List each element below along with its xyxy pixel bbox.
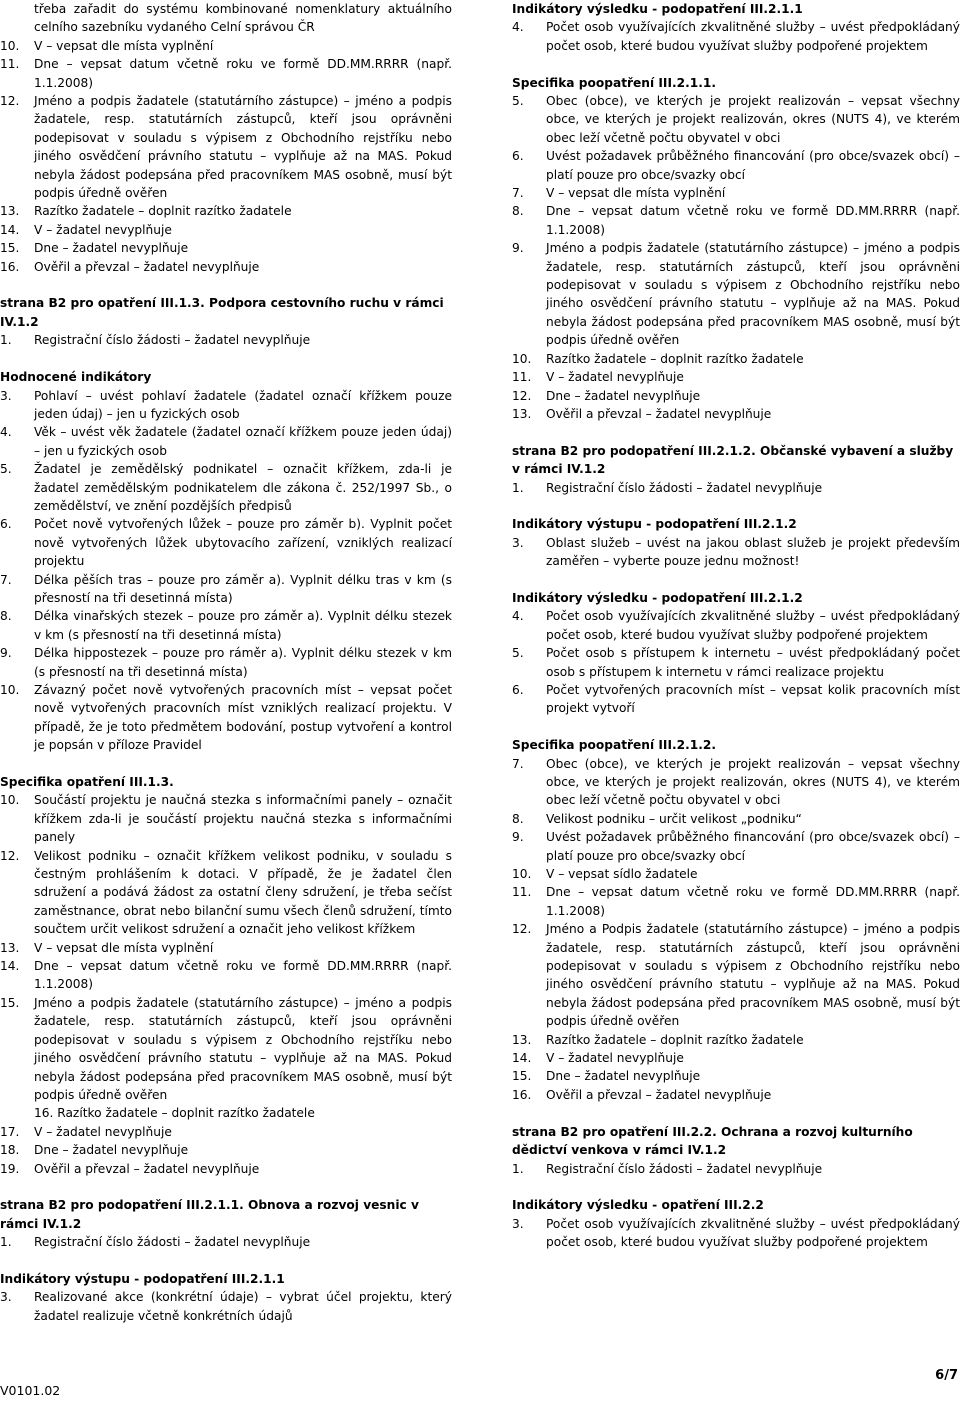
spacer	[512, 571, 960, 589]
item-number: 6.	[0, 517, 12, 532]
item-text: Ověřil a převzal – žadatel nevyplňuje	[34, 259, 260, 274]
item-number: 8.	[512, 204, 524, 219]
item-text: V – žadatel nevyplňuje	[34, 1124, 172, 1139]
item-number: 10.	[512, 351, 532, 366]
item-number: 18.	[0, 1143, 20, 1158]
item-text: Ověřil a převzal – žadatel nevyplňuje	[34, 1161, 260, 1176]
item-text: Počet vytvořených pracovních míst – vepsat kolik pracovních míst projekt vytvoří	[546, 682, 960, 716]
item-text: Dne – žadatel nevyplňuje	[34, 241, 189, 256]
list-item	[512, 405, 960, 423]
item-text: Velikost podniku – určit velikost „podniku“	[546, 811, 802, 826]
item-text: Realizované akce (konkrétní údaje) – vybrat účel projektu, který žadatel realizuje včetně konkrétních údajů	[34, 1290, 452, 1323]
spacer	[0, 755, 452, 773]
paragraph: 16. Razítko žadatele – doplnit razítko žadatele	[34, 1106, 315, 1121]
item-text: Razítko žadatele – doplnit razítko žadatele	[546, 1032, 804, 1047]
spacer	[512, 423, 960, 441]
item-text: V – vepsat dle místa vyplnění	[34, 38, 214, 53]
item-number: 12.	[512, 388, 532, 403]
list-item	[0, 423, 452, 460]
item-text: Počet osob využívajících zkvalitněné služby – uvést předpokládaný počet osob, které budou využívat služby podpořené projektem	[546, 1216, 960, 1250]
section-heading: Indikátory výsledku - podopatření III.2.1.2	[512, 590, 803, 605]
list-item	[0, 55, 452, 92]
list-item	[0, 607, 452, 644]
spacer	[512, 718, 960, 736]
item-text: Ověřil a převzal – žadatel nevyplňuje	[546, 1087, 772, 1102]
list-item	[0, 939, 452, 957]
section-heading: strana B2 pro podopatření III.2.1.1. Obnova a rozvoj vesnic v rámci IV.1.2	[0, 1198, 419, 1231]
list-item	[0, 92, 452, 202]
list-item	[512, 1215, 960, 1252]
list-item	[0, 37, 452, 55]
paragraph: třeba zařadit do systému kombinované nomenklatury aktuálního celního sazebníku vydaného Celní správou ČR	[34, 2, 452, 35]
item-text: Velikost podniku – označit křížkem velikost podniku, v souladu s čestným prohlášením k dotaci. V případě, že je žadatel člen sdružení a podává žádost za ostatní členy sdružení, je třeba sečíst zaměstnance, obrat nebo bilanční sumu všech členů sdružení, tímto součtem určit velikost sdružení a označit jeho velikost křížkem	[34, 848, 452, 937]
item-text: Uvést požadavek průběžného financování (pro obce/svazek obcí) – platí pouze pro obce/svazky obcí	[546, 149, 960, 182]
item-number: 1.	[0, 1235, 12, 1250]
item-text: V – žadatel nevyplňuje	[546, 1051, 684, 1066]
item-number: 7.	[512, 186, 524, 201]
list-item	[512, 368, 960, 386]
spacer	[0, 1252, 452, 1270]
list-item	[512, 350, 960, 368]
section-heading: strana B2 pro podopatření III.2.1.2. Občanské vybavení a služby v rámci IV.1.2	[512, 443, 954, 477]
item-text: Obec (obce), ve kterých je projekt realizován – vepsat všechny obce, ve kterých je projekt realizován, okres (NUTS 4), ve kterém obec leží včetně počtu obyvatel v obci	[546, 756, 960, 808]
item-number: 13.	[512, 1032, 532, 1047]
item-text: Jméno a podpis žadatele (statutárního zástupce) – jméno a podpis žadatele, resp. statutárních zástupců, kteří jsou oprávněni podepisovat v souladu s výpisem z Obchodního rejstříku nebo jiného osvědčení právního statutu – vyplňuje až na MAS. Pokud nebyla žádost podepsána před pracovníkem MAS osobně, musí být podpis úředně ověřen	[546, 241, 960, 348]
list-item	[0, 791, 452, 846]
item-number: 9.	[0, 646, 12, 661]
item-text: Počet nově vytvořených lůžek – pouze pro záměr b). Vyplnit počet nově vytvořených lůžek ubytovacího zařízení, vzniklých realizací projektu	[34, 517, 452, 569]
item-number: 14.	[0, 959, 20, 974]
section-heading: Hodnocené indikátory	[0, 370, 152, 385]
list-item	[512, 202, 960, 239]
item-text: Uvést požadavek průběžného financování (pro obce/svazek obcí) – platí pouze pro obce/svazky obcí	[546, 830, 960, 863]
list-item	[0, 681, 452, 755]
item-number: 15.	[512, 1069, 532, 1084]
list-item	[512, 883, 960, 920]
list-item	[512, 810, 960, 828]
list-item	[512, 1049, 960, 1067]
page-number: 6/7	[935, 1368, 958, 1383]
spacer	[512, 55, 960, 73]
item-number: 8.	[0, 609, 12, 624]
item-number: 4.	[0, 425, 12, 440]
list-item	[512, 184, 960, 202]
list-item	[512, 1086, 960, 1104]
list-item	[0, 1160, 452, 1178]
list-item	[0, 387, 452, 424]
version-label: V0101.02	[0, 1383, 61, 1398]
item-text: Počet osob využívajících zkvalitněné služby – uvést předpokládaný počet osob, které budou využívat služby podpořené projektem	[546, 609, 960, 642]
list-item	[0, 1288, 452, 1325]
item-text: Ověřil a převzal – žadatel nevyplňuje	[546, 406, 772, 421]
section-heading: Specifika poopatření III.2.1.2.	[512, 738, 716, 753]
list-item	[512, 920, 960, 1030]
list-item	[512, 644, 960, 681]
item-number: 11.	[512, 370, 532, 385]
list-item	[512, 1160, 960, 1178]
list-item	[0, 644, 452, 681]
item-text: Dne – žadatel nevyplňuje	[546, 1069, 701, 1084]
item-text: Jméno a podpis žadatele (statutárního zástupce) – jméno a podpis žadatele, resp. statutárních zástupců, kteří jsou oprávněni podepisovat v souladu s výpisem z Obchodního rejstříku nebo jiného osvědčení právního statutu – vyplňuje až na MAS. Pokud nebyla žádost podepsána před pracovníkem MAS osobně, musí být podpis úředně ověřen	[34, 94, 452, 201]
spacer	[0, 350, 452, 368]
item-number: 6.	[512, 682, 524, 697]
section-heading: Indikátory výstupu - podopatření III.2.1.1	[0, 1271, 285, 1286]
item-number: 12.	[0, 94, 20, 109]
item-number: 3.	[512, 1216, 524, 1231]
item-number: 16.	[512, 1087, 532, 1102]
list-item	[0, 1233, 452, 1251]
list-item	[512, 92, 960, 147]
item-number: 15.	[0, 995, 20, 1010]
left-column	[0, 0, 452, 1325]
item-text: Délka pěších tras – pouze pro záměr a). Vyplnit délku tras v km (s přesností na tři desetinná místa)	[34, 572, 452, 605]
item-text: Věk – uvést věk žadatele (žadatel označí křížkem pouze jeden údaj) – jen u fyzických osob	[34, 425, 452, 458]
list-item	[0, 1141, 452, 1159]
item-text: Registrační číslo žádosti – žadatel nevyplňuje	[34, 333, 311, 348]
item-number: 1.	[512, 480, 524, 495]
list-item	[512, 1031, 960, 1049]
list-item	[0, 221, 452, 239]
item-text: Závazný počet nově vytvořených pracovních míst – vepsat počet nově vytvořených pracovních míst vzniklých realizací projektu. V případě, že je toto předmětem bodování, postup vytvoření a kontrol je popsán v příloze Pravidel	[34, 683, 452, 753]
item-number: 4.	[512, 20, 524, 35]
right-column	[512, 0, 960, 1252]
list-item	[512, 147, 960, 184]
item-text: Délka vinařských stezek – pouze pro záměr a). Vyplnit délku stezek v km (s přesností na tři desetinná místa)	[34, 609, 452, 642]
list-item	[512, 387, 960, 405]
list-item	[512, 828, 960, 865]
list-item	[0, 239, 452, 257]
section-heading: Indikátory výsledku - podopatření III.2.1.1	[512, 2, 803, 16]
item-text: Dne – vepsat datum včetně roku ve formě DD.MM.RRRR (např. 1.1.2008)	[546, 885, 960, 918]
item-text: V – žadatel nevyplňuje	[34, 222, 172, 237]
list-item	[0, 571, 452, 608]
item-text: Dne – žadatel nevyplňuje	[546, 388, 701, 403]
item-number: 3.	[0, 388, 12, 403]
list-item	[512, 607, 960, 644]
list-item	[0, 847, 452, 939]
item-number: 13.	[0, 940, 20, 955]
item-text: Dne – vepsat datum včetně roku ve formě DD.MM.RRRR (např. 1.1.2008)	[546, 204, 960, 237]
item-number: 1.	[512, 1161, 524, 1176]
list-item	[512, 755, 960, 810]
item-number: 10.	[0, 793, 20, 808]
spacer	[512, 497, 960, 515]
spacer	[512, 1104, 960, 1122]
item-text: V – vepsat dle místa vyplnění	[34, 940, 214, 955]
list-item	[512, 534, 960, 571]
item-number: 13.	[0, 204, 20, 219]
section-heading: strana B2 pro opatření III.2.2. Ochrana a rozvoj kulturního dědictví venkova v rámci IV.1.2	[512, 1124, 913, 1158]
spacer	[0, 276, 452, 294]
section-heading: Indikátory výstupu - podopatření III.2.1.2	[512, 517, 797, 532]
item-text: Dne – vepsat datum včetně roku ve formě DD.MM.RRRR (např. 1.1.2008)	[34, 959, 452, 992]
item-text: Součástí projektu je naučná stezka s informačními panely – označit křížkem zda-li je součástí projektu naučná stezka s informačními panely	[34, 793, 452, 845]
item-number: 7.	[0, 572, 12, 587]
item-number: 9.	[512, 830, 524, 845]
item-number: 5.	[512, 646, 524, 661]
item-number: 15.	[0, 241, 20, 256]
item-number: 5.	[512, 94, 524, 109]
item-text: Dne – žadatel nevyplňuje	[34, 1143, 189, 1158]
item-number: 4.	[512, 609, 524, 624]
item-number: 3.	[512, 535, 524, 550]
section-heading: Specifika poopatření III.2.1.1.	[512, 75, 716, 90]
list-item	[0, 258, 452, 276]
item-text: V – vepsat dle místa vyplnění	[546, 186, 726, 201]
item-text: V – vepsat sídlo žadatele	[546, 867, 698, 882]
item-text: Razítko žadatele – doplnit razítko žadatele	[546, 351, 804, 366]
item-text: Jméno a Podpis žadatele (statutárního zástupce) – jméno a podpis žadatele, resp. statutárních zástupců, kteří jsou oprávněni podepisovat v souladu s výpisem z Obchodního rejstříku nebo jiného osvědčení právního statutu – vyplňuje až na MAS. Pokud nebyla žádost podepsána před pracovníkem MAS osobně, musí být podpis úředně ověřen	[546, 922, 960, 1029]
item-text: Délka hippostezek – pouze pro ráměr a). Vyplnit délku stezek v km (s přesností na tři desetinná místa)	[34, 646, 452, 679]
list-item	[512, 1067, 960, 1085]
item-number: 10.	[512, 867, 532, 882]
item-text: Registrační číslo žádosti – žadatel nevyplňuje	[546, 1161, 823, 1176]
item-number: 7.	[512, 756, 524, 771]
item-number: 5.	[0, 462, 12, 477]
item-number: 6.	[512, 149, 524, 164]
item-number: 3.	[0, 1290, 12, 1305]
list-item	[512, 681, 960, 718]
item-number: 14.	[512, 1051, 532, 1066]
item-text: Obec (obce), ve kterých je projekt realizován – vepsat všechny obce, ve kterých je projekt realizován, okres (NUTS 4), ve kterém obec leží včetně počtu obyvatel v obci	[546, 94, 960, 145]
list-item	[512, 18, 960, 55]
item-number: 10.	[0, 38, 20, 53]
item-text: Pohlaví – uvést pohlaví žadatele (žadatel označí křížkem pouze jeden údaj) – jen u fyzických osob	[34, 388, 452, 421]
list-item	[0, 515, 452, 570]
item-number: 16.	[0, 259, 20, 274]
spacer	[0, 1178, 452, 1196]
list-item	[512, 865, 960, 883]
item-number: 11.	[0, 57, 20, 72]
item-number: 9.	[512, 241, 524, 256]
item-text: Dne – vepsat datum včetně roku ve formě DD.MM.RRRR (např. 1.1.2008)	[34, 57, 452, 90]
item-text: V – žadatel nevyplňuje	[546, 370, 684, 385]
section-heading: Specifika opatření III.1.3.	[0, 775, 174, 790]
item-number: 13.	[512, 406, 532, 421]
item-text: Registrační číslo žádosti – žadatel nevyplňuje	[34, 1235, 311, 1250]
item-number: 14.	[0, 222, 20, 237]
list-item	[0, 994, 452, 1104]
item-text: Počet osob s přístupem k internetu – uvést předpokládaný počet osob s přístupem k internetu v rámci realizace projektu	[546, 646, 960, 679]
item-text: Oblast služeb – uvést na jakou oblast služeb je projekt především zaměřen – vyberte pouze jednu možnost!	[546, 535, 960, 569]
item-number: 12.	[512, 922, 532, 937]
item-number: 12.	[0, 848, 20, 863]
item-text: Počet osob využívajících zkvalitněné služby – uvést předpokládaný počet osob, které budou využívat služby podpořené projektem	[546, 20, 960, 53]
list-item	[0, 202, 452, 220]
item-text: Žadatel je zemědělský podnikatel – označit křížkem, zda-li je žadatel zemědělským podnikatelem dle zákona č. 252/1997 Sb., o zemědělství, ve znění pozdějších předpisů	[34, 462, 452, 513]
section-heading: strana B2 pro opatření III.1.3. Podpora cestovního ruchu v rámci IV.1.2	[0, 296, 444, 329]
item-number: 11.	[512, 885, 532, 900]
item-text: Jméno a podpis žadatele (statutárního zástupce) – jméno a podpis žadatele, resp. statutárních zástupců, kteří jsou oprávněni podepisovat v souladu s výpisem z Obchodního rejstříku nebo jiného osvědčení právního statutu – vyplňuje až na MAS. Pokud nebyla žádost podepsána před pracovníkem MAS osobně, musí být podpis úředně ověřen	[34, 995, 452, 1102]
section-heading: Indikátory výsledku - opatření III.2.2	[512, 1198, 764, 1213]
list-item	[0, 460, 452, 515]
item-number: 17.	[0, 1124, 20, 1139]
spacer	[512, 1178, 960, 1196]
item-number: 19.	[0, 1161, 20, 1176]
item-number: 10.	[0, 683, 20, 697]
item-number: 1.	[0, 333, 12, 348]
item-text: Registrační číslo žádosti – žadatel nevyplňuje	[546, 480, 823, 495]
list-item	[0, 331, 452, 349]
item-number: 8.	[512, 811, 524, 826]
list-item	[0, 1123, 452, 1141]
item-text: Razítko žadatele – doplnit razítko žadatele	[34, 204, 292, 219]
list-item	[0, 957, 452, 994]
list-item	[512, 479, 960, 497]
list-item	[512, 239, 960, 349]
